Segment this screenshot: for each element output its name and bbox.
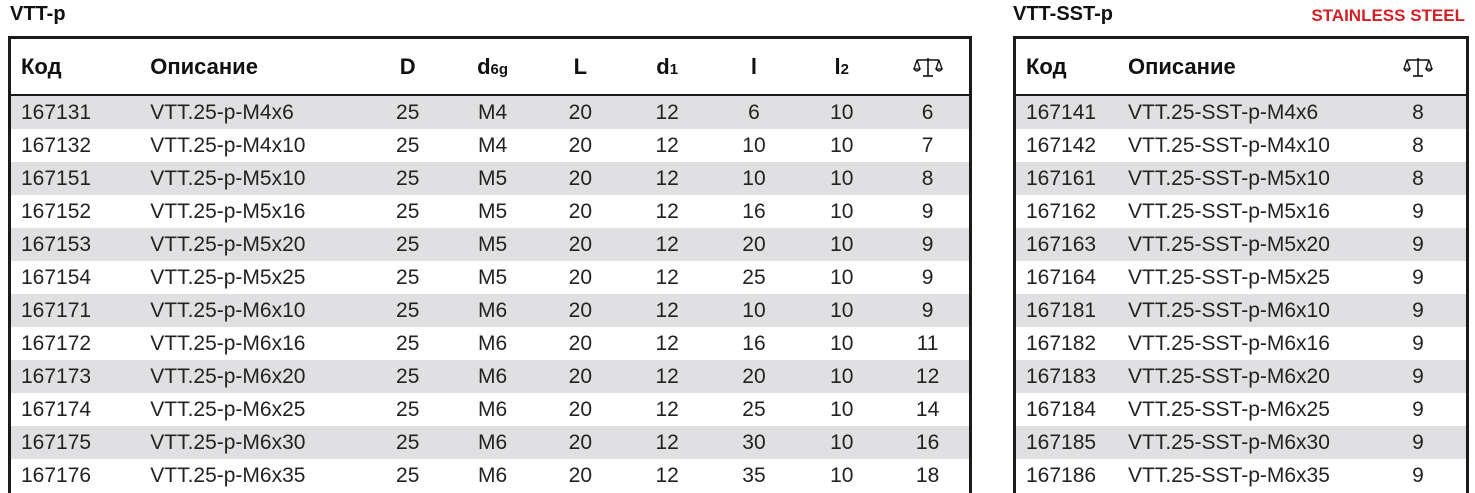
table-row [1016,459,1466,492]
cell-code: 167182 [1026,331,1097,355]
cell-code: 167164 [1026,265,1097,289]
cell-code: 167171 [21,298,92,322]
left-table-header [11,39,969,96]
header-description: Описание [150,53,258,79]
cell-weight: 6 [921,100,934,124]
table-row [11,129,969,162]
cell-D: 25 [396,298,420,322]
right-section-title: VTT-SST-p [1013,3,1113,25]
cell-L: 20 [568,298,593,322]
cell-description: VTT.25-p-M5x20 [150,232,306,256]
header-d6g: d6g [477,53,509,79]
cell-l2: 10 [830,100,854,124]
cell-D: 25 [396,463,420,487]
cell-l2: 10 [830,463,854,487]
cell-description: VTT.25-p-M4x6 [150,100,294,124]
cell-l2: 10 [830,397,854,421]
cell-code: 167142 [1026,133,1097,157]
cell-l2: 10 [830,298,854,322]
cell-l2: 10 [830,430,854,454]
table-row [11,228,969,261]
table-row [1016,261,1466,294]
table-row [11,294,969,327]
cell-D: 25 [396,397,420,421]
cell-weight: 14 [915,397,940,421]
cell-code: 167163 [1026,232,1097,256]
cell-D: 25 [396,265,420,289]
table-row [1016,327,1466,360]
table-row [1016,195,1466,228]
cell-description: VTT.25-SST-p-M4x6 [1128,100,1319,124]
cell-d1: 12 [655,331,679,355]
cell-d1: 12 [655,232,679,256]
cell-D: 25 [396,430,420,454]
cell-weight: 9 [1412,463,1424,487]
cell-d6g: M6 [477,430,508,454]
table-row [1016,96,1466,129]
cell-description: VTT.25-SST-p-M4x10 [1128,133,1330,157]
table-row [11,426,969,459]
cell-description: VTT.25-SST-p-M6x35 [1128,463,1330,487]
cell-description: VTT.25-SST-p-M6x10 [1128,298,1330,322]
cell-weight: 9 [1412,199,1424,223]
cell-d1: 12 [655,133,679,157]
cell-code: 167172 [21,331,92,355]
cell-D: 25 [396,100,420,124]
cell-description: VTT.25-p-M6x10 [150,298,306,322]
table-row [1016,228,1466,261]
cell-description: VTT.25-SST-p-M6x25 [1128,397,1330,421]
cell-weight: 16 [915,430,940,454]
cell-code: 167151 [21,166,92,190]
cell-description: VTT.25-p-M4x10 [150,133,306,157]
cell-description: VTT.25-SST-p-M5x25 [1128,265,1330,289]
cell-d6g: M5 [477,232,508,256]
table-row [11,393,969,426]
cell-description: VTT.25-p-M5x10 [150,166,306,190]
cell-l: 6 [748,100,760,124]
scale-icon [1378,56,1458,78]
cell-d1: 12 [655,166,679,190]
cell-description: VTT.25-p-M6x30 [150,430,306,454]
cell-L: 20 [568,265,593,289]
cell-l: 10 [742,298,766,322]
cell-D: 25 [396,199,420,223]
table-row [11,162,969,195]
cell-weight: 12 [915,364,940,388]
table-row [11,327,969,360]
cell-code: 167174 [21,397,92,421]
cell-l: 20 [742,364,766,388]
left-table-body [11,96,969,492]
table-row [11,459,969,492]
table-row [11,195,969,228]
cell-l: 20 [742,232,766,256]
cell-description: VTT.25-SST-p-M6x16 [1128,331,1330,355]
cell-weight: 8 [1412,100,1424,124]
cell-code: 167131 [21,100,92,124]
cell-l: 25 [742,397,766,421]
cell-weight: 9 [921,298,934,322]
cell-code: 167141 [1026,100,1097,124]
cell-description: VTT.25-p-M5x25 [150,265,306,289]
cell-weight: 9 [921,265,934,289]
cell-description: VTT.25-p-M6x25 [150,397,306,421]
cell-d6g: M6 [477,298,508,322]
cell-weight: 9 [1412,397,1424,421]
cell-d1: 12 [655,265,679,289]
cell-weight: 9 [1412,331,1424,355]
right-table-body [1016,96,1466,492]
cell-weight: 9 [1412,298,1424,322]
cell-code: 167184 [1026,397,1097,421]
cell-l: 35 [742,463,766,487]
cell-weight: 8 [921,166,934,190]
cell-l2: 10 [830,133,854,157]
cell-description: VTT.25-p-M6x16 [150,331,306,355]
cell-weight: 9 [1412,265,1424,289]
cell-D: 25 [396,166,420,190]
cell-code: 167152 [21,199,92,223]
cell-description: VTT.25-SST-p-M5x10 [1128,166,1330,190]
cell-code: 167154 [21,265,92,289]
cell-weight: 9 [921,199,934,223]
cell-code: 167185 [1026,430,1097,454]
table-row [1016,162,1466,195]
cell-code: 167186 [1026,463,1097,487]
table-row [11,96,969,129]
cell-code: 167162 [1026,199,1097,223]
header-l: l [750,53,758,79]
cell-description: VTT.25-p-M6x35 [150,463,306,487]
cell-weight: 9 [1412,364,1424,388]
table-row [1016,129,1466,162]
cell-d6g: M4 [477,133,508,157]
cell-code: 167175 [21,430,92,454]
cell-d6g: M6 [477,364,508,388]
cell-D: 25 [396,331,420,355]
left-product-table [8,36,972,493]
cell-l2: 10 [830,199,854,223]
cell-d1: 12 [655,430,679,454]
header-l2: l2 [834,53,849,79]
left-section-title: VTT-p [10,3,66,25]
cell-weight: 8 [1412,133,1424,157]
cell-d6g: M6 [477,331,508,355]
cell-code: 167161 [1026,166,1097,190]
cell-description: VTT.25-SST-p-M5x20 [1128,232,1330,256]
header-code: Код [21,53,62,79]
cell-l: 10 [742,133,766,157]
cell-weight: 7 [921,133,934,157]
cell-code: 167176 [21,463,92,487]
cell-D: 25 [396,232,420,256]
cell-description: VTT.25-SST-p-M6x20 [1128,364,1330,388]
header-L: L [573,53,588,79]
table-row [1016,426,1466,459]
header-description: Описание [1128,53,1236,79]
cell-l2: 10 [830,364,854,388]
table-row [1016,294,1466,327]
cell-d6g: M5 [477,265,508,289]
table-row [1016,393,1466,426]
cell-weight: 18 [915,463,940,487]
cell-l2: 10 [830,265,854,289]
cell-L: 20 [568,199,593,223]
cell-d1: 12 [655,199,679,223]
cell-d1: 12 [655,298,679,322]
header-code: Код [1026,53,1067,79]
cell-L: 20 [568,100,593,124]
scale-icon [886,56,969,78]
cell-L: 20 [568,166,593,190]
cell-d6g: M6 [477,397,508,421]
cell-d6g: M6 [477,463,508,487]
cell-description: VTT.25-p-M6x20 [150,364,306,388]
cell-d1: 12 [655,364,679,388]
cell-L: 20 [568,364,593,388]
cell-L: 20 [568,331,593,355]
cell-weight: 8 [1412,166,1424,190]
cell-weight: 9 [921,232,934,256]
cell-code: 167132 [21,133,92,157]
cell-code: 167183 [1026,364,1097,388]
table-row [1016,360,1466,393]
cell-weight: 9 [1412,232,1424,256]
cell-d1: 12 [655,100,679,124]
cell-description: VTT.25-p-M5x16 [150,199,306,223]
cell-l2: 10 [830,166,854,190]
table-row [11,261,969,294]
cell-d6g: M5 [477,199,508,223]
cell-d1: 12 [655,397,679,421]
cell-d6g: M5 [477,166,508,190]
cell-l: 16 [742,331,766,355]
cell-code: 167181 [1026,298,1097,322]
cell-D: 25 [396,133,420,157]
cell-l: 25 [742,265,766,289]
table-row [11,360,969,393]
header-d1: d1 [656,53,679,79]
cell-d6g: M4 [477,100,508,124]
cell-l: 10 [742,166,766,190]
cell-description: VTT.25-SST-p-M5x16 [1128,199,1330,223]
cell-weight: 9 [1412,430,1424,454]
cell-d1: 12 [655,463,679,487]
right-table-header [1016,39,1466,96]
cell-code: 167173 [21,364,92,388]
cell-description: VTT.25-SST-p-M6x30 [1128,430,1330,454]
cell-l2: 10 [830,331,854,355]
cell-weight: 11 [916,331,939,355]
cell-code: 167153 [21,232,92,256]
cell-l: 30 [742,430,766,454]
cell-l2: 10 [830,232,854,256]
cell-D: 25 [396,364,420,388]
cell-L: 20 [568,397,593,421]
header-D: D [399,53,416,79]
right-product-table [1013,36,1469,493]
cell-l: 16 [742,199,766,223]
cell-L: 20 [568,133,593,157]
cell-L: 20 [568,463,593,487]
stainless-steel-badge: STAINLESS STEEL [1311,6,1465,25]
cell-L: 20 [568,430,593,454]
cell-L: 20 [568,232,593,256]
